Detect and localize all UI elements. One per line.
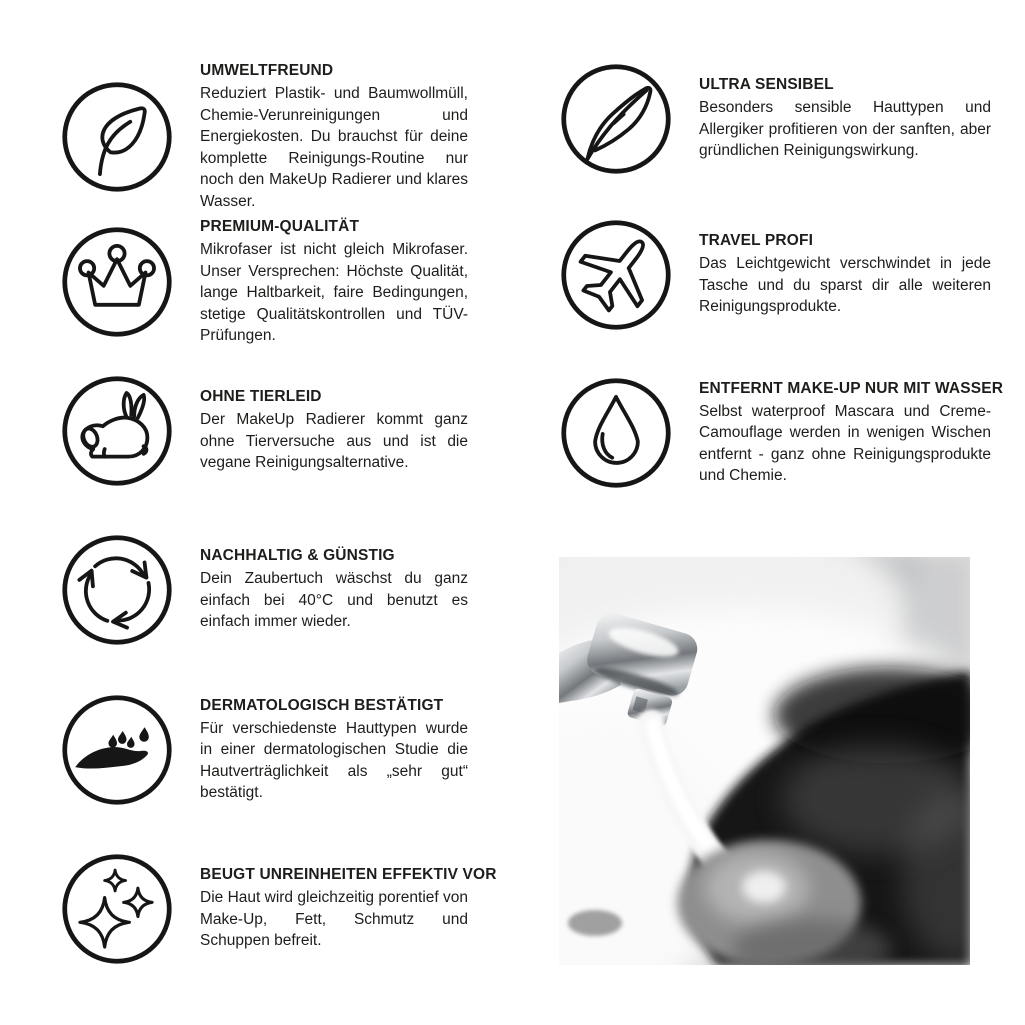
feature-dermatologisch-bestaetigt xyxy=(60,693,468,807)
feature-title: OHNE TIERLEID xyxy=(200,388,322,406)
feature-title: TRAVEL PROFI xyxy=(699,232,814,250)
feature-nachhaltig-guenstig xyxy=(60,533,468,647)
feature-travel-profi xyxy=(559,218,991,332)
feature-ohne-tierleid xyxy=(60,374,468,488)
feature-beugt-unreinheiten-vor xyxy=(60,852,497,966)
feature-title: NACHHALTIG & GÜNSTIG xyxy=(200,547,395,565)
feature-title: UMWELTFREUND xyxy=(200,62,334,79)
feature-text: Reduziert Plastik- und Baumwollmüll, Chemie-Verunreinigungen und Energiekosten. Du brauchst für deine komplette Reinigungs-Routine nur noch den MakeUp Radierer und klares Wasser. xyxy=(200,85,468,210)
feature-premium-qualitaet xyxy=(60,218,468,347)
feature-text: Besonders sensible Hauttypen und Allergiker profitieren von der sanften, aber gründlichen Reinigungswirkung. xyxy=(699,99,991,160)
feature-title: DERMATOLOGISCH BESTÄTIGT xyxy=(200,696,444,714)
airplane-icon xyxy=(559,218,673,332)
feature-text: Selbst waterproof Mascara und Creme-Camouflage werden in wenigen Wischen entfernt - ganz ohne Reinigungsprodukte und Chemie. xyxy=(699,402,991,484)
feature-title: ULTRA SENSIBEL xyxy=(699,76,834,94)
rabbit-icon xyxy=(60,374,174,488)
feature-entfernt-makeup-mit-wasser xyxy=(559,376,1004,490)
feature-text: Für verschiedenste Hauttypen wurde in einer dermatologischen Studie die Hautverträglichkeit als „sehr gut“ bestätigt. xyxy=(200,719,468,801)
hand-with-drops-icon xyxy=(60,693,174,807)
product-photo xyxy=(559,557,970,965)
feature-title: ENTFERNT MAKE-UP NUR MIT WASSER xyxy=(699,379,1004,397)
feature-title: BEUGT UNREINHEITEN EFFEKTIV VOR xyxy=(200,866,497,884)
feature-text: Der MakeUp Radierer kommt ganz ohne Tierversuche aus und ist die vegane Reinigungsalternative. xyxy=(200,411,468,472)
feature-umweltfreund xyxy=(60,62,468,212)
feature-text: Das Leichtgewicht verschwindet in jede Tasche und du sparst dir alle weiteren Reinigungsprodukte. xyxy=(699,255,991,316)
leaf-icon xyxy=(60,80,174,194)
feature-title: PREMIUM-QUALITÄT xyxy=(200,218,360,235)
feature-ultra-sensibel xyxy=(559,62,991,176)
water-drop-icon xyxy=(559,376,673,490)
recycle-arrows-icon xyxy=(60,533,174,647)
feature-text: Dein Zaubertuch wäschst du ganz einfach bei 40°C und benutzt es einfach immer wieder. xyxy=(200,570,468,631)
feather-icon xyxy=(559,62,673,176)
feature-text: Die Haut wird gleichzeitig porentief von Make-Up, Fett, Schmutz und Schuppen befreit. xyxy=(200,889,468,950)
feature-text: Mikrofaser ist nicht gleich Mikrofaser. Unser Versprechen: Höchste Qualität, lange Haltbarkeit, faire Bedingungen, stetige Qualitätskontrollen und TÜV-Prüfungen. xyxy=(200,241,468,344)
sparkles-icon xyxy=(60,852,174,966)
crown-icon xyxy=(60,225,174,339)
